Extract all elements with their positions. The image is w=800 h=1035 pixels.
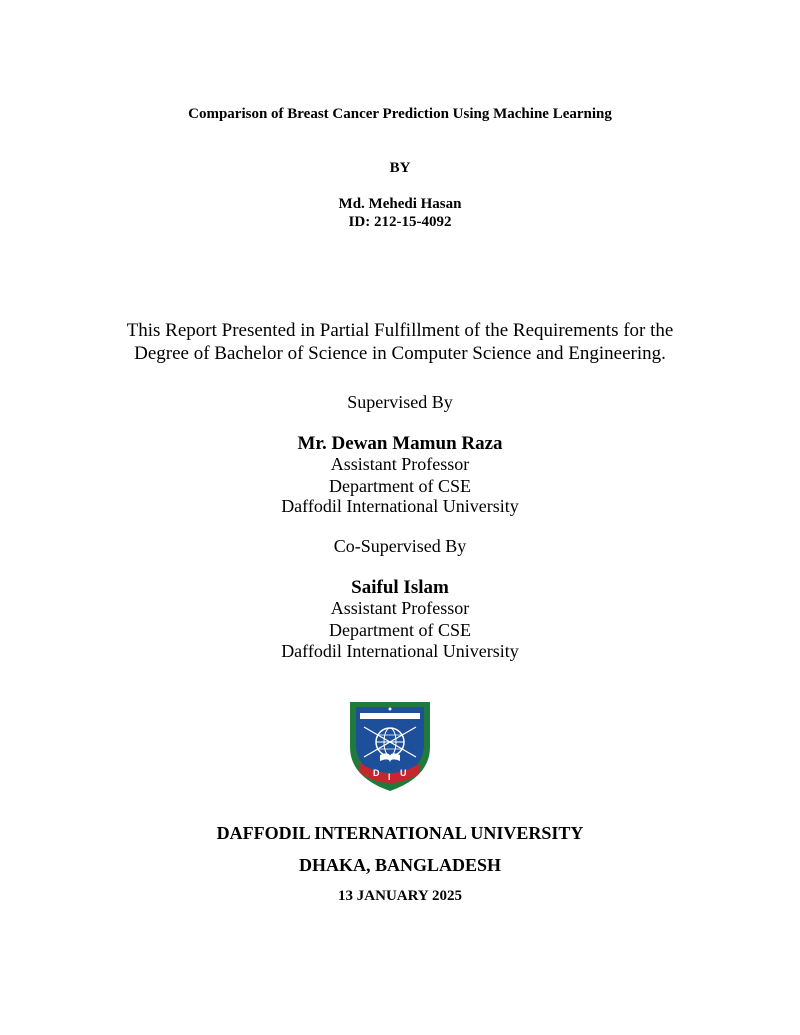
co-supervisor-name: Saiful Islam bbox=[351, 577, 449, 598]
footer-university: DAFFODIL INTERNATIONAL UNIVERSITY bbox=[216, 823, 584, 843]
report-title: Comparison of Breast Cancer Prediction Using Machine Learning bbox=[188, 106, 612, 122]
footer-location: DHAKA, BANGLADESH bbox=[298, 855, 502, 875]
supervisor-department: Department of CSE bbox=[329, 476, 471, 496]
author-name: Md. Mehedi Hasan bbox=[338, 196, 462, 212]
supervisor-university: Daffodil International University bbox=[281, 496, 519, 516]
svg-text:U: U bbox=[400, 768, 407, 778]
supervisor-name: Mr. Dewan Mamun Raza bbox=[297, 433, 503, 454]
co-supervisor-department: Department of CSE bbox=[329, 620, 471, 640]
co-supervisor-university: Daffodil International University bbox=[281, 641, 519, 661]
svg-text:D: D bbox=[373, 768, 380, 778]
diu-crest-icon bbox=[340, 697, 440, 793]
author-id: ID: 212-15-4092 bbox=[348, 214, 452, 230]
supervised-by-heading: Supervised By bbox=[347, 392, 453, 412]
svg-text:I: I bbox=[388, 772, 391, 782]
diu-crest-logo bbox=[340, 697, 440, 793]
by-label: BY bbox=[389, 160, 411, 176]
supervisor-title: Assistant Professor bbox=[330, 454, 470, 474]
co-supervised-by-heading: Co-Supervised By bbox=[333, 536, 467, 556]
footer-date: 13 JANUARY 2025 bbox=[338, 888, 462, 904]
co-supervisor-title: Assistant Professor bbox=[330, 598, 470, 618]
statement-line-2: Degree of Bachelor of Science in Computer Science and Engineering. bbox=[134, 343, 666, 364]
statement-line-1: This Report Presented in Partial Fulfillment of the Requirements for the bbox=[126, 320, 674, 341]
